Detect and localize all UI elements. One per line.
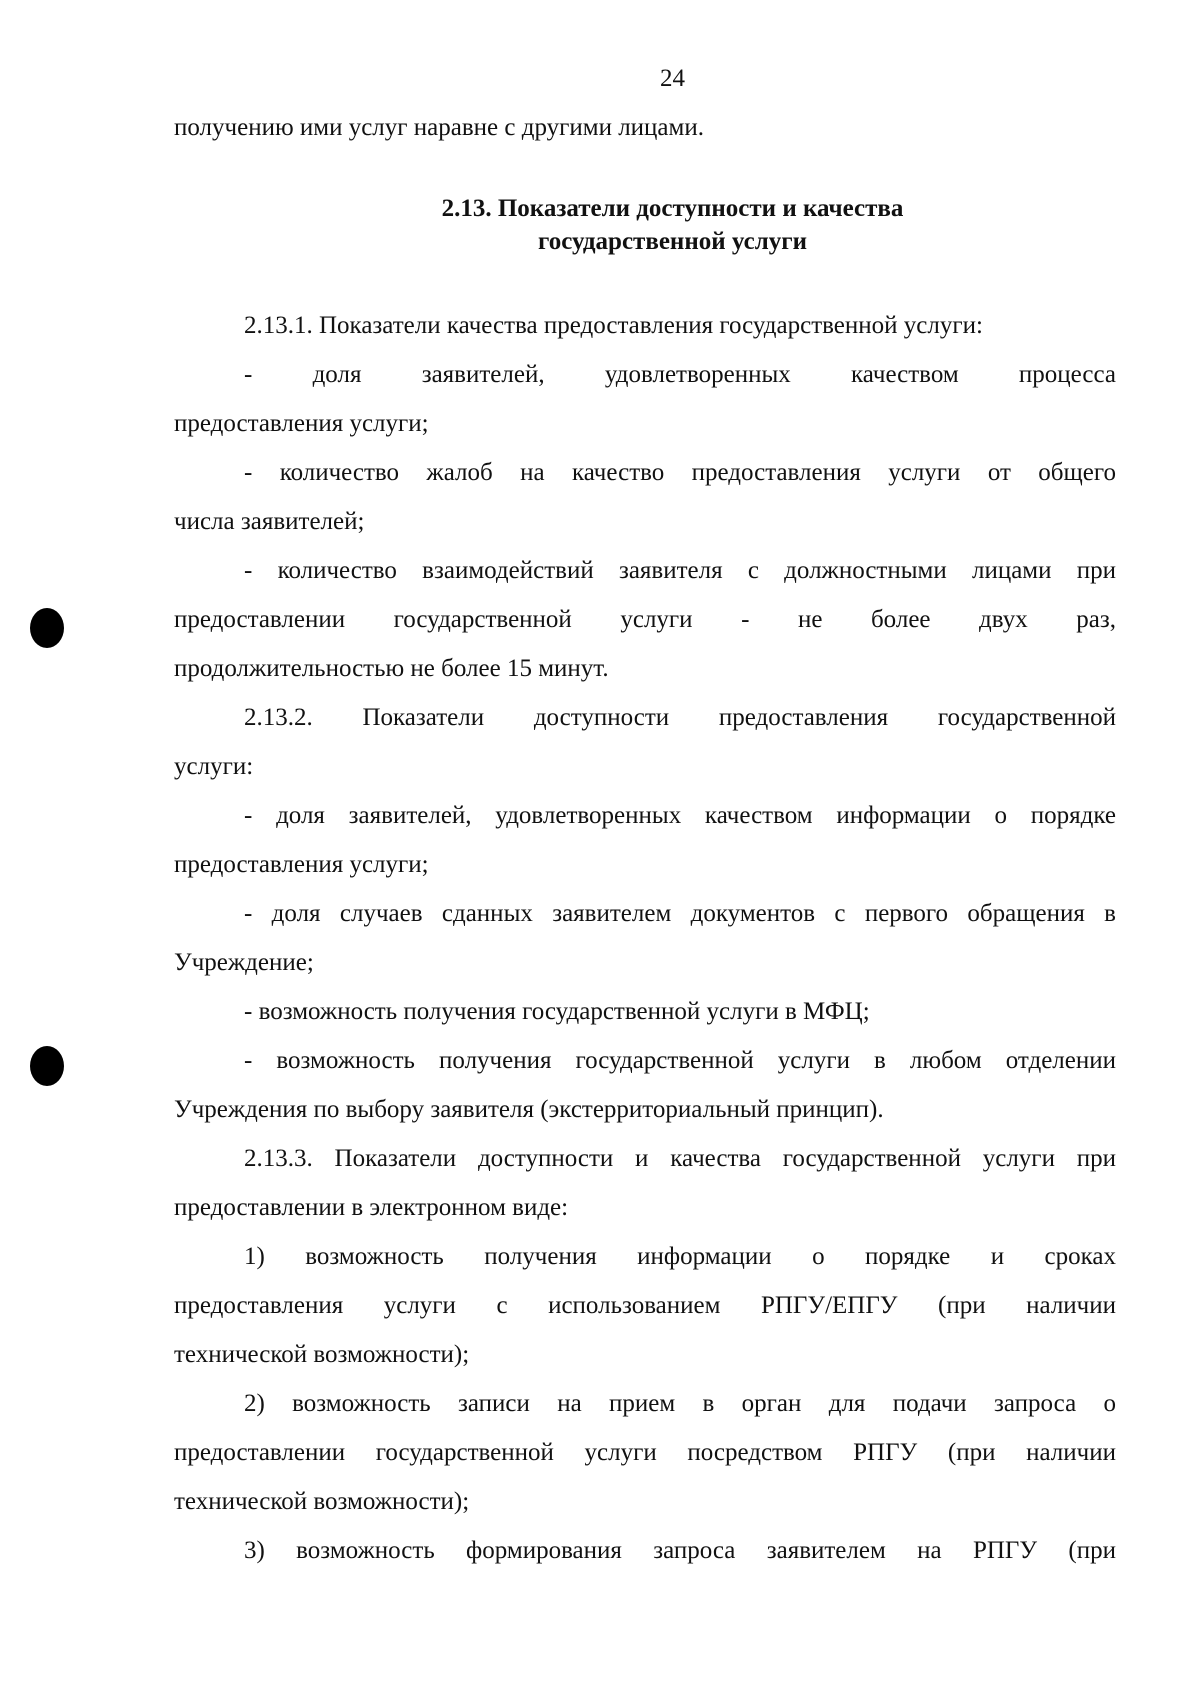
binder-hole xyxy=(30,1046,64,1086)
section-heading-line-1: 2.13. Показатели доступности и качества xyxy=(441,195,904,222)
paragraph-line: - количество взаимодействий заявителя с должностными лицами при xyxy=(244,557,1116,584)
paragraph-line: 2.13.1. Показатели качества предоставления государственной услуги: xyxy=(244,312,983,339)
paragraph-line: услуги: xyxy=(174,753,254,780)
intro-block xyxy=(174,103,1116,152)
paragraph-line: 2.13.3. Показатели доступности и качества государственной услуги при xyxy=(244,1145,1116,1172)
paragraph-line: числа заявителей; xyxy=(174,508,365,535)
paragraph-line: предоставления услуги; xyxy=(174,410,429,437)
paragraph-line: Учреждение; xyxy=(174,949,314,976)
paragraph-line: 2.13.2. Показатели доступности предоставления государственной xyxy=(244,704,1116,731)
paragraph-line: предоставления услуги с использованием РПГУ/ЕПГУ (при наличии xyxy=(174,1292,1116,1319)
section-heading xyxy=(0,192,1200,258)
binder-hole xyxy=(30,608,64,648)
paragraph-line: 3) возможность формирования запроса заявителем на РПГУ (при xyxy=(244,1537,1116,1564)
intro-line: получению ими услуг наравне с другими лицами. xyxy=(174,114,704,141)
paragraph-line: - количество жалоб на качество предоставления услуги от общего xyxy=(244,459,1116,486)
paragraph-line: - доля заявителей, удовлетворенных качеством информации о порядке xyxy=(244,802,1116,829)
paragraph-line: 2) возможность записи на прием в орган для подачи запроса о xyxy=(244,1390,1116,1417)
page-number: 24 xyxy=(660,65,685,92)
paragraph-line: технической возможности); xyxy=(174,1341,470,1368)
paragraph-line: предоставлении в электронном виде: xyxy=(174,1194,569,1221)
body-text xyxy=(174,301,1116,1575)
paragraph-line: 1) возможность получения информации о порядке и сроках xyxy=(244,1243,1116,1270)
paragraph-line: - возможность получения государственной услуги в МФЦ; xyxy=(244,998,870,1025)
paragraph-line: - доля случаев сданных заявителем документов с первого обращения в xyxy=(244,900,1116,927)
paragraph-line: продолжительностью не более 15 минут. xyxy=(174,655,609,682)
paragraph-line: предоставлении государственной услуги - не более двух раз, xyxy=(174,606,1116,633)
paragraph-line: предоставлении государственной услуги посредством РПГУ (при наличии xyxy=(174,1439,1116,1466)
section-heading-line-2: государственной услуги xyxy=(537,228,808,255)
paragraph-line: - доля заявителей, удовлетворенных качеством процесса xyxy=(244,361,1116,388)
paragraph-line: - возможность получения государственной услуги в любом отделении xyxy=(244,1047,1116,1074)
paragraph-line: Учреждения по выбору заявителя (экстерриториальный принцип). xyxy=(174,1096,884,1123)
paragraph-line: предоставления услуги; xyxy=(174,851,429,878)
paragraph-line: технической возможности); xyxy=(174,1488,470,1515)
